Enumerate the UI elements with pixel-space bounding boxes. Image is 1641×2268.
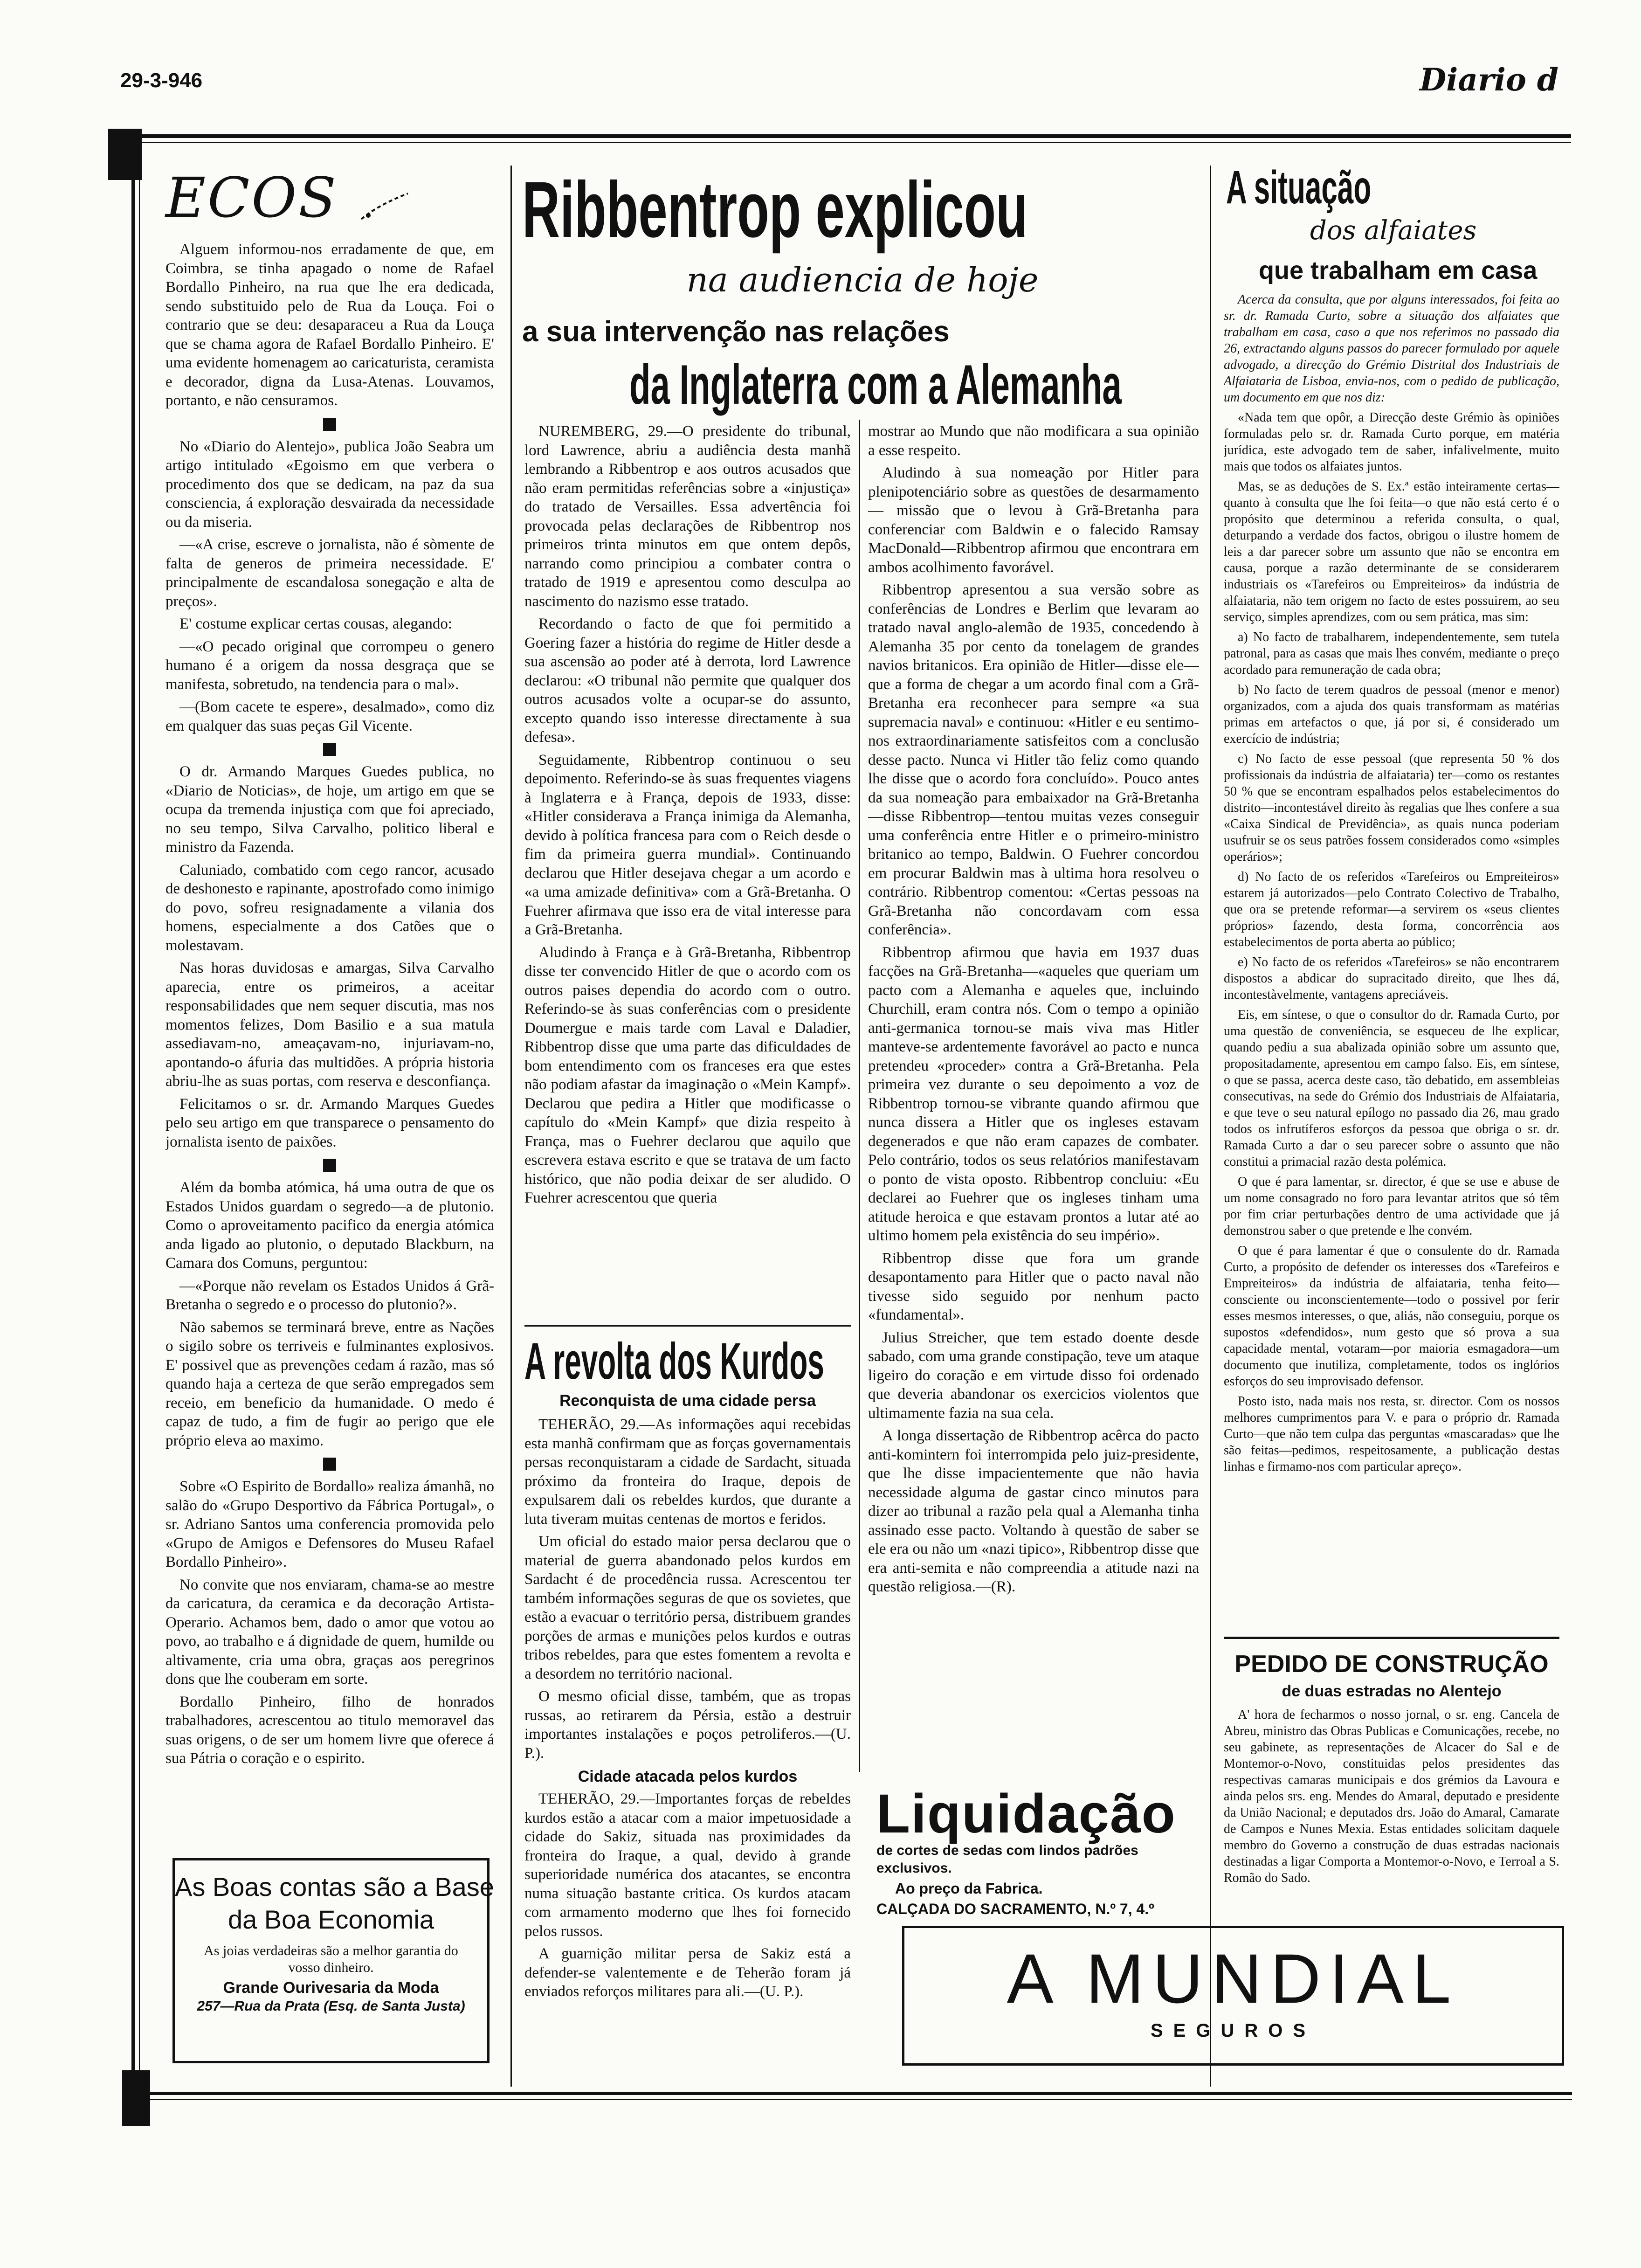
ecos-item: —«O pecado original que corrompeu o genero humano é a origem da nossa desgraça que se manifesta, sobretudo, na tendencia para o mal». [165,638,494,693]
kurdos-top-rule [524,1325,851,1327]
ad-boas-contas-headline-2: da Boa Economia [228,1905,434,1934]
issue-date: 29-3-946 [120,69,203,92]
article-paragraph: A guarnição militar persa de Sakiz está a defender-se valentemente e de Teherão foram já enviados reforços militares para ali.—(U. P.). [524,1945,851,2000]
newspaper-name: Diario d [1420,62,1559,98]
ad-boas-contas-shop: Grande Ourivesaria da Moda [223,1979,439,1997]
ecos-item: Além da bomba atómica, há uma outra de que os Estados Unidos guardam o segredo—a de plutonio. Como o aproveitamento pacifico da energia atómica anda ligado ao plutonio, o deputado Blackburn, na Camara dos Comuns, perguntou: [165,1179,494,1272]
margin-block-top [108,129,142,180]
article-paragraph: mostrar ao Mundo que não modificara a sua opinião a esse respeito. [868,423,1199,459]
article-paragraph: b) No facto de terem quadros de pessoal (menor e menor) organizados, com a ajuda dos quais transformam as matérias primas em artefactos o que, já por si, é considerado um exercício de indústria; [1224,683,1559,746]
pedido-subhead: de duas estradas no Alentejo [1282,1682,1502,1700]
ecos-item: E' costume explicar certas cousas, alegando: [179,615,453,632]
kurdos-subhead: Reconquista de uma cidade persa [559,1392,816,1410]
article-paragraph: A longa dissertação de Ribbentrop acêrca do pacto anti-komintern foi interrompida pelo juiz-presidente, que lhe disse impacientemente que não havia necessidade alguma de gastar cinco minutos para dizer ao tribunal a razão pela qual a Alemanha tinha assinado esse pacto. Voltando à questão de saber se ele era ou não um «nazi tipico», Ribbentrop disse que era anti-semita e não compreendia a atitude nazi na questão religiosa.—(R). [868,1427,1199,1595]
ribbentrop-column-1 [524,422,851,1320]
article-paragraph: O mesmo oficial disse, também, que as tropas russas, ao retirarem da Pérsia, estão a destruir importantes instalações e poços petroliferos.—(U. P.). [524,1688,851,1762]
ribbentrop-subhead-1: na audiencia de hoje [686,260,1039,299]
article-paragraph: Ribbentrop afirmou que havia em 1937 duas facções na Grã-Bretanha—«aqueles que queriam um pacto com a Alemanha e aqueles que, incluindo Churchill, eram contra nós. Com o tempo a opinião anti-germanica tornou-se mais viva mas Hitler manteve-se ardentemente favorável ao pacto e nunca pretendeu «proceder» contra a Grã-Bretanha. Pela primeira vez durante o seu depoimento a voz de Ribbentrop tornou-se vibrante quando afirmou que nunca dissera a Hitler que os ingleses estavam degenerados e que não eram capazes de combater. Pelo contrário, todos os seus relatórios manifestavam o ponto de vista oposto. Ribbentrop concluiu: «Eu declarei ao Fuehrer que os ingleses tinham uma atitude heroica e que estavam prontos a lutar até ao ultimo homem pela existência do seu império». [868,944,1199,1244]
left-border-thick [131,177,135,2075]
ad-boas-contas-headline-1: As Boas contas são a Base [175,1872,494,1902]
ad-liquidacao-address: CALÇADA DO SACRAMENTO, N.º 7, 4.º [876,1901,1154,1917]
ecos-item: —(Bom cacete te espere», desalmado», como diz em qualquer das suas peças Gil Vicente. [165,698,494,734]
article-paragraph: TEHERÃO, 29.—Importantes forças de rebeldes kurdos estão a atacar com a maior impetuosidade a cidade do Sakiz, situada nas proximidades da fronteira do Iraque, a qual, devido à grande superioridade numérica dos atacantes, se encontra numa situação bastante critica. Os kurdos atacam com armamento moderno que lhes foi fornecido pelos russos. [524,1791,851,1940]
ecos-item: Bordallo Pinheiro, filho de honrados trabalhadores, acrescentou ao titulo memoravel das suas origens, o de ser um homem livre que oferece á sua Pátria o coração e o espirito. [165,1693,494,1767]
article-paragraph: Julius Streicher, que tem estado doente desde sabado, com uma grande constipação, teve um ataque ligeiro do coração e em virtude disso foi ordenado que deveria abandonar os exercicios violentos que ultimamente fazia na sua cela. [868,1329,1199,1422]
kurdos-body [524,1415,851,2068]
ribbentrop-subhead-2: a sua intervenção nas relações [522,316,950,348]
article-paragraph: Mas, se as deduções de S. Ex.ª estão inteiramente certas—quanto à consulta que lhe foi feita—o que não está certo é o propósito que determinou a referida consulta, o qual, deturpando a verdade dos factos, obrigou o ilustre homem de leis a dar parecer sobre um assunto que não se encontra em causa, porque a razão determinante de se considerarem industriais os «Tarefeiros ou Empreiteiros» da indústria de alfaiataria, não tem origem no facto de estes possuirem, ao seu serviço, simples aprendizes, com ou sem prática, mas sim: [1224,479,1559,624]
article-paragraph: c) No facto de esse pessoal (que representa 50 % dos profissionais da indústria de alfaiataria) ter—como os restantes 50 % que se encontram espalhados pelos estabelecimentos do distrito—incontestável direito às regalias que lhes confere a sua «Caixa Sindical de Previdência», as quais nunca poderiam usufruir se os seus patrões fossem considerados como «simples operários»; [1224,752,1559,864]
footer-rule-thick [150,2092,1572,2095]
margin-block-bottom [122,2070,150,2126]
ecos-column [165,240,494,1779]
article-paragraph: Recordando o facto de que foi permitido a Goering fazer a história do regime de Hitler desde a sua ascensão ao poder até à derrota, lord Lawrence declarou: «O tribunal não permite que qualquer dos outros acusados volte a ocupar-se do assunto, excepto quando isso interesse directamente à sua defesa». [524,615,851,746]
ecos-item: —«Porque não revelam os Estados Unidos á Grã-Bretanha o segredo e o processo do plutonio?». [165,1277,494,1313]
ecos-item: —«A crise, escreve o jornalista, não é sòmente de falta de generos de primeira necessidade. E' principalmente de escandalosa sonegação e alta de preços». [165,536,494,610]
section-marker [323,1159,336,1172]
article-paragraph: Seguidamente, Ribbentrop continuou o seu depoimento. Referindo-se às suas frequentes viagens à Inglaterra e à França, depois de 1933, disse: «Hitler considerava a França inimiga da Alemanha, devido à política francesa para com o Reich desde o fim da primeira guerra mundial». Continuando declarou que Hitler desejava chegar a um acordo e «a uma amizade definitiva» com a Grã-Bretanha. O Fuehrer afirmava que isso era de vital interesse para a Grã-Bretanha. [524,751,851,938]
pedido-headline: PEDIDO DE CONSTRUÇÃO [1234,1651,1549,1678]
ad-mundial-subtitle: SEGUROS [1150,2020,1316,2041]
ecos-item: Caluniado, combatido com cego rancor, acusado de deshonesto e rapinante, apostrofado como inimigo do povo, sofreu resignadamente a vilania dos homens, especialmente a dos Catões que o molestavam. [165,861,494,954]
article-paragraph: A' hora de fecharmos o nosso jornal, o sr. eng. Cancela de Abreu, ministro das Obras Publicas e Comunicações, recebe, no seu gabinete, as representações de Alcacer do Sal e de Montemor-o-Novo, constituidas pelos presidentes das respectivas camaras municipais e dos grémios da Lavoura e ainda pelos srs. eng. Mendes do Amaral, deputado e presidente da União Nacional; e deputados drs. João do Amaral, Camarate de Campos e Nunes Mexia. Estas entidades solicitam daquele membro do Governo a construção de duas estradas nacionais destinadas a ligar Comporta a Montemor-o-Novo, e Terroal a S. Romão do Sado. [1224,1708,1559,1885]
section-marker [323,1458,336,1471]
ecos-item: No convite que nos enviaram, chama-se ao mestre da caricatura, da ceramica e da decoração Artista-Operario. Achamos bem, dado o amor que votou ao povo, ao trabalho e á dignidade de quem, humilde ou altivamente, cria uma obra, graças aos peregrinos dons que lhe couberam em sorte. [165,1576,494,1687]
article-paragraph: TEHERÃO, 29.—As informações aqui recebidas esta manhã confirmam que as forças governamentais persas reconquistaram a cidade de Sardacht, situada próximo da fronteira do Iraque, depois de expulsarem dali os rebeldes kurdos, que durante a luta tiveram muitas centenas de mortos e feridos. [524,1416,851,1528]
article-paragraph: NUREMBERG, 29.—O presidente do tribunal, lord Lawrence, abriu a audiência desta manhã lembrando a Ribbentrop e aos outros acusados que não eram permitidas referências sobre a «injustiça» do tratado de Versailles. Essa advertência foi provocada pelas declarações de Ribbentrop nos primeiros trinta minutos em que ontem depôs, narrando como principiou a combater contra o tratado de 1919 e apresentou como desculpa ao nascimento do nazismo esse tratado. [524,423,851,610]
article-paragraph: O que é para lamentar, sr. director, é que se use e abuse de um nome consagrado no foro para levantar atritos que só têm por fim criar perturbações dentro de uma actividade que já demonstrou saber o que pretende e lhe convém. [1224,1175,1559,1238]
ecos-quill-ornament [359,191,410,224]
article-paragraph: Ribbentrop disse que fora um grande desapontamento para Hitler que o pacto naval não tivesse sido seguido por nenhum pacto «fundamental». [868,1250,1199,1323]
ad-mundial [902,1926,1564,2066]
pedido-top-rule [1224,1637,1559,1639]
article-paragraph: O que é para lamentar é que o consulente do dr. Ramada Curto, a propósito de defender os interesses dos «Tarefeiros e Empreiteiros» da indústria de alfaiataria, tenha feito—consciente ou inconscientemente—todo o possivel por ferir esses mesmos interesses, o que, aliás, não conseguiu, porque os supostos «defendidos», num gesto que só prova a sua capacidade mental, votaram—por maioria esmagadora—um documento que inutiliza, completamente, todos os inglórios esforços do seu improvisado defensor. [1224,1244,1559,1389]
ad-boas-contas [172,1858,494,2063]
article-paragraph: Posto isto, nada mais nos resta, sr. director. Com os nossos melhores cumprimentos para V. e para o próprio dr. Ramada Curto—que não tem culpa das perguntas «mascaradas» que lhe são feitas—pedimos, respeitosamente, a publicação destas linhas e firmamo-nos com particular apreço». [1224,1394,1559,1474]
ad-liquidacao-line-1: de cortes de sedas com lindos padrões exclusivos. [876,1843,1138,1876]
ecos-title: ECOS [165,166,338,230]
ecos-item: Alguem informou-nos erradamente de que, em Coimbra, se tinha apagado o nome de Rafael Bordallo Pinheiro, na rua que lhe era dedicada, sendo substituido pelo de Rua da Louça. Foi o contrario que se deu: desaparaceu a Rua da Louça que se chama agora de Rafael Bordallo Pinheiro. E' uma evidente homenagem ao caricaturista, ceramista e decorador, digna da Lusa-Atenas. Louvamos, portanto, e não censuramos. [165,241,494,409]
ecos-item: Felicitamos o sr. dr. Armando Marques Guedes pelo seu artigo em que transparece o pensamento do jornalista isento de paixões. [165,1095,494,1150]
article-paragraph: Eis, em síntese, o que o consultor do dr. Ramada Curto, por uma questão de conveniência, se esqueceu de lhe explicar, quando pediu a sua abalizada opinião sobre um assunto que, propositadamente, apresentou em campo falso. Eis, em síntese, o que se passa, acerca deste caso, tão debatido, em assembleias consecutivas, na sede do Grémio dos Industriais de Alfaiataria, e que teve o seu natural epílogo no passado dia 26, mau grado todos os infrutíferos esforços da pessoa que obriga o sr. dr. Ramada Curto a dar o seu parecer sobre o assunto que não constitui a primacial razão desta polémica. [1224,1008,1559,1169]
ad-liquidacao [876,1783,1203,1917]
article-paragraph: Aludindo à sua nomeação por Hitler para plenipotenciário sobre as questões de desarmamento — missão que o levou à Grã-Bretanha para conferenciar com Baldwin e o falecido Ramsay MacDonald—Ribbentrop afirmou que encontrara em ambos acolhimento favorável. [868,464,1199,576]
alfaiates-headline-2: dos alfaiates [1310,215,1477,246]
footer-rule-thin [150,2099,1572,2100]
pedido-body [1224,1707,1559,1912]
ad-liquidacao-line-2: Ao preço da Fabrica. [895,1880,1043,1897]
ecos-item: Nas horas duvidosas e amargas, Silva Carvalho aparecia, entre os primeiros, a aceitar responsabilidades que nem sequer discutia, mas nos momentos felizes, Dom Basilio e a sua matula assediavam-no, ameaçavam-no, injuriavam-no, apontando-o áfuria das multidões. A própria historia abriu-lhe as suas portas, com reserva e desconfiança. [165,960,494,1090]
ribbentrop-subhead-3: da Inglaterra com a Alemanha [629,354,1122,416]
ribbentrop-column-2 [868,422,1199,1779]
header-rule-thick [120,134,1571,138]
article-paragraph: e) No facto de os referidos «Tarefeiros» se não encontrarem dispostos a abdicar do supracitado direito, que lhes dá, incontestàvelmente, vantagens apreciáveis. [1224,955,1559,1002]
alfaiates-headline-1: A situação [1226,161,1372,214]
ecos-item: O dr. Armando Marques Guedes publica, no «Diario de Noticias», de hoje, um artigo em que se ocupa da tremenda injustiça com que foi apreciado, no seu tempo, Silva Carvalho, politico liberal e ministro da Fazenda. [165,763,494,856]
ad-boas-contas-address: 257—Rua da Prata (Esq. de Santa Justa) [197,1998,465,2014]
left-border-thin [139,177,140,2075]
ribbentrop-headline: Ribbentrop explicou [522,166,1028,254]
header-rule-thin [120,142,1571,143]
column-rule-2 [1210,166,1211,2087]
article-paragraph: «Nada tem que opôr, a Direcção deste Grémio às opiniões formuladas pelo sr. dr. Ramada Curto porque, em matéria jurídica, este advogado tem de saber, infalivelmente, muito mais que todos os alfaiates juntos. [1224,410,1559,474]
ecos-item: No «Diario do Alentejo», publica João Seabra um artigo intitulado «Egoismo em que verbera o procedimento dos que se dedicam, na paz da sua consciencia, á exploração desvairada da necessidade ou da miseria. [165,438,494,531]
kurdos-subhead-2: Cidade atacada pelos kurdos [578,1768,798,1785]
section-marker [323,743,336,756]
article-paragraph: d) No facto de os referidos «Tarefeiros ou Empreiteiros» estarem já autorizados—pelo Contrato Colectivo de Trabalho, que ora se pretende reformar—a servirem os «seus clientes próprios» fazendo, desta forma, concorrência aos estabelecimentos de porta aberta ao público; [1224,870,1559,949]
ecos-item: Não sabemos se terminará breve, entre as Nações o sigilo sobre os terriveis e fulminantes explosivos. E' possivel que as prevenções cedam á razão, mas só quando haja a certeza de que serão empregados sem receio, em beneficio da humanidade. O medo é capaz de tudo, a fim de fugir ao perigo que ele próprio eleva ao maximo. [165,1319,494,1449]
kurdos-headline: A revolta dos Kurdos [524,1334,824,1390]
ecos-item: Sobre «O Espirito de Bordallo» realiza ámanhã, no salão do «Grupo Desportivo da Fábrica Portugal», o sr. Adriano Santos uma conferencia promovida pelo «Grupo de Amigos e Defensores do Museu Rafael Bordallo Pinheiro». [165,1478,494,1570]
section-marker [323,418,336,431]
column-rule-mid [859,420,860,1772]
column-rule-1 [510,166,512,2087]
alfaiates-body [1224,291,1559,1627]
article-paragraph: Ribbentrop apresentou a sua versão sobre as conferências de Londres e Berlim que levaram ao tratado naval anglo-alemão de 1935, concedendo à Alemanha 35 por cento da tonelagem de grandes navios britanicos. Era opinião de Hitler—disse ele—que a forma de chegar a um acordo final com a Grã-Bretanha era reconhecer para sempre «a sua supremacia naval» e continuou: «Hitler e eu sentimo-nos extraordinariamente satisfeitos com a conclusão desse pacto. Nunca vi Hitler tão feliz como quando lhe disse que o acordo fora concluído». Pouco antes da sua nomeação para embaixador na Grã-Bretanha—disse Ribbentrop—tentou muitas vezes conseguir uma conferência entre Hitler e o primeiro-ministro britanico ao tempo, Baldwin. O Fuehrer concordou em procurar Baldwin mas à ultima hora resolveu o contrário. Ribbentrop comentou: «Certas pessoas na Grã-Bretanha não concordavam com essa conferência». [868,581,1199,938]
ad-boas-contas-body: As joias verdadeiras são a melhor garantia do vosso dinheiro. [204,1943,458,1975]
ad-mundial-title: A MUNDIAL [1007,1939,1460,2018]
alfaiates-intro: Acerca da consulta, que por alguns interessados, foi feita ao sr. dr. Ramada Curto, sobre a situação dos alfaiates que trabalham em casa, caso a que nos referimos no passado dia 26, extractando alguns passos do parecer formulado por aquele advogado, a direcção do Grémio Distrital dos Industriais de Alfaiataria de Lisboa, envia-nos, com o pedido de publicação, um documento em que nos diz: [1224,292,1559,405]
article-paragraph: a) No facto de trabalharem, independentemente, sem tutela patronal, para as casas que mais lhes convém, mediante o preço acordado para remuneração de cada obra; [1224,630,1559,677]
article-paragraph: Um oficial do estado maior persa declarou que o material de guerra abandonado pelos kurdos em Sardacht é de procedência russa. Acrescentou ter também informações seguras de que os sovietes, que estão a evacuar o território persa, distribuem grandes porções de armas e munições pelos kurdos e outras tribos rebeldes, para que estes fomentem a revolta e a desordem no território nacional. [524,1533,851,1682]
alfaiates-headline-3: que trabalham em casa [1259,256,1538,284]
article-paragraph: Aludindo à França e à Grã-Bretanha, Ribbentrop disse ter convencido Hitler de que o acordo com os outros paises dependia do acordo com o outro. Referindo-se às suas conferências com o presidente Doumergue e mais tarde com Laval e Daladier, Ribbentrop disse que uma parte das dificuldades de bom entendimento com os franceses era que estes não podiam afastar da imaginação o «Mein Kampf». Declarou que pedira a Hitler que modificasse o capítulo do «Mein Kampf» que dizia respeito à França, mas o Fuehrer declarou que aquilo que escrevera estava escrito e que se tratava de um facto histórico, que não podia deixar de ser aludido. O Fuehrer acrescentou que queria [524,944,851,1206]
ad-liquidacao-title: Liquidação [876,1783,1176,1845]
